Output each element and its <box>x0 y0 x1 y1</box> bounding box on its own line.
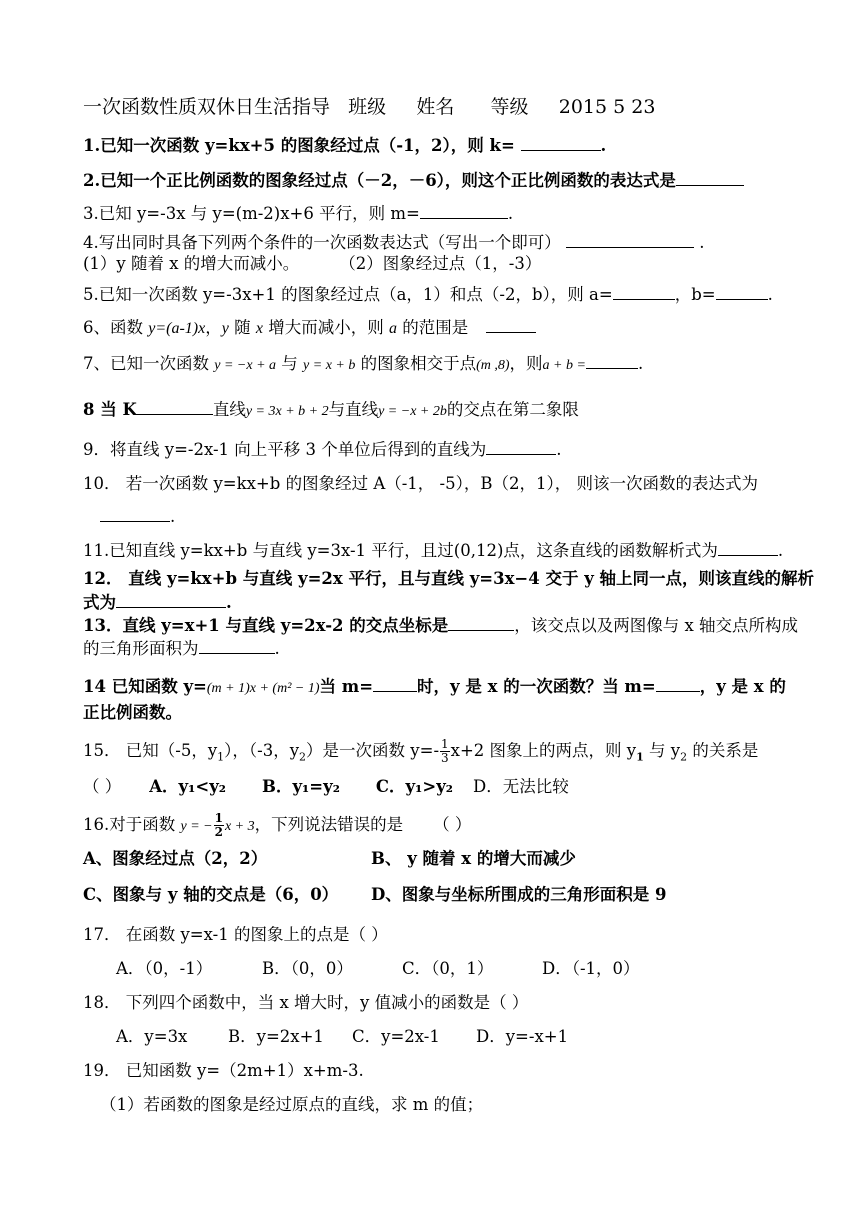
question-2: 2.已知一个正比例函数的图象经过点（－2，－6），则这个正比例函数的表达式是 <box>83 169 744 192</box>
question-5: 5.已知一次函数 y=-3x+1 的图象经过点（a，1）和点（-2，b），则 a= ，b= . <box>83 285 773 304</box>
answer-blank <box>676 169 744 186</box>
answer-blank <box>137 398 213 415</box>
question-8: 8 当 K 直线y = 3x + b + 2与直线y = −x + 2b的交点在第二象限 <box>83 400 579 419</box>
answer-blank <box>521 134 601 151</box>
question-17: 17． 在函数 y=x-1 的图象上的点是（ ） <box>83 925 388 944</box>
answer-blank <box>116 591 226 608</box>
question-12-line2: 式为 . <box>83 593 232 612</box>
answer-blank-point <box>448 614 514 631</box>
question-7: 7、已知一次函数 y = −x + a 与 y = x + b 的图象相交于点(m ,8)，则a + b = . <box>83 354 644 373</box>
question-10-answer: . <box>100 505 175 528</box>
question-13: 13．直线 y=x+1 与直线 y=2x-2 的交点坐标是 ，该交点以及两图像与 x 轴交点所构成 <box>83 616 799 635</box>
question-16: 16.对于函数 y = − $\frac{1}{2}$ x + 3，下列说法错误的是 （ ） <box>83 811 472 839</box>
fraction: $\frac{1}{3}$ <box>441 737 449 765</box>
question-15: 15． 已知（-5，$y_1$），（-3，$y_2$）是一次函数 y=- $\frac{1}{3}$ x+2 图象上的两点，则 $y_1$ 与 $y_2$ 的关系是 <box>83 737 759 765</box>
question-6: 6、函数 y=(a-1)x，y 随 x 增大而减小，则 a 的范围是 <box>83 316 536 340</box>
answer-blank <box>486 316 536 333</box>
question-10: 10． 若一次函数 y=kx+b 的图象经过 A（-1， -5），B（2，1）， 则该一次函数的表达式为 <box>83 474 758 493</box>
question-17-options: A．（0，-1） B．（0，0） C．（0，1） D．（-1，0） <box>116 959 640 978</box>
answer-blank-a <box>613 283 675 300</box>
answer-blank <box>420 202 508 219</box>
answer-blank-1 <box>373 675 417 692</box>
question-18-options: A．y=3x B．y=2x+1 C．y=2x-1 D．y=-x+1 <box>116 1027 569 1046</box>
worksheet-title: 一次函数性质双休日生活指导 班级 姓名 等级 2015 5 23 <box>83 96 656 118</box>
fraction: $\frac{1}{2}$ <box>214 811 223 839</box>
answer-blank <box>566 231 694 248</box>
answer-blank-b <box>716 283 768 300</box>
answer-blank-area <box>199 637 275 654</box>
question-18: 18． 下列四个函数中，当 x 增大时，y 值减小的函数是（ ） <box>83 993 529 1012</box>
question-11: 11.已知直线 y=kx+b 与直线 y=3x-1 平行，且过(0,12)点，这条直线的函数解析式为 . <box>83 541 784 560</box>
question-13-line2: 的三角形面积为 . <box>83 639 280 658</box>
question-19: 19． 已知函数 y=（2m+1）x+m-3. <box>83 1061 364 1080</box>
question-4: 4.写出同时具备下列两个条件的一次函数表达式（写出一个即可） . <box>83 233 705 252</box>
answer-blank <box>486 438 556 455</box>
answer-blank <box>100 505 170 522</box>
question-9: 9．将直线 y=-2x-1 向上平移 3 个单位后得到的直线为 . <box>83 440 562 459</box>
answer-blank-2 <box>656 675 700 692</box>
answer-blank <box>718 539 778 556</box>
question-4-conditions: (1）y 随着 x 的增大而减小。 （2）图象经过点（1，-3） <box>83 254 542 273</box>
question-15-options: （ ） A．y₁<y₂ B．y₁=y₂ C．y₁>y₂ D．无法比较 <box>83 777 569 796</box>
question-14-line2: 正比例函数。 <box>83 703 182 722</box>
answer-blank <box>586 352 638 369</box>
question-12: 12． 直线 y=kx+b 与直线 y=2x 平行，且与直线 y=3x−4 交于 y 轴上同一点，则该直线的解析 <box>83 569 815 588</box>
question-3: 3.已知 y=-3x 与 y=(m-2)x+6 平行，则 m= . <box>83 204 514 223</box>
question-16-options-row1: A、图象经过点（2，2） B、 y 随着 x 的增大而减少 <box>83 849 576 868</box>
question-19-part1: （1）若函数的图象是经过原点的直线，求 m 的值； <box>100 1095 484 1114</box>
question-1: 1.已知一次函数 y=kx+5 的图象经过点（-1，2），则 k= . <box>83 136 607 155</box>
question-14: 14 已知函数 y=(m + 1)x + (m² − 1)当 m= 时，y 是 x 的一次函数？当 m= ，y 是 x 的 <box>83 677 786 696</box>
question-16-options-row2: C、图象与 y 轴的交点是（6，0） D、图象与坐标所围成的三角形面积是 9 <box>83 885 667 904</box>
